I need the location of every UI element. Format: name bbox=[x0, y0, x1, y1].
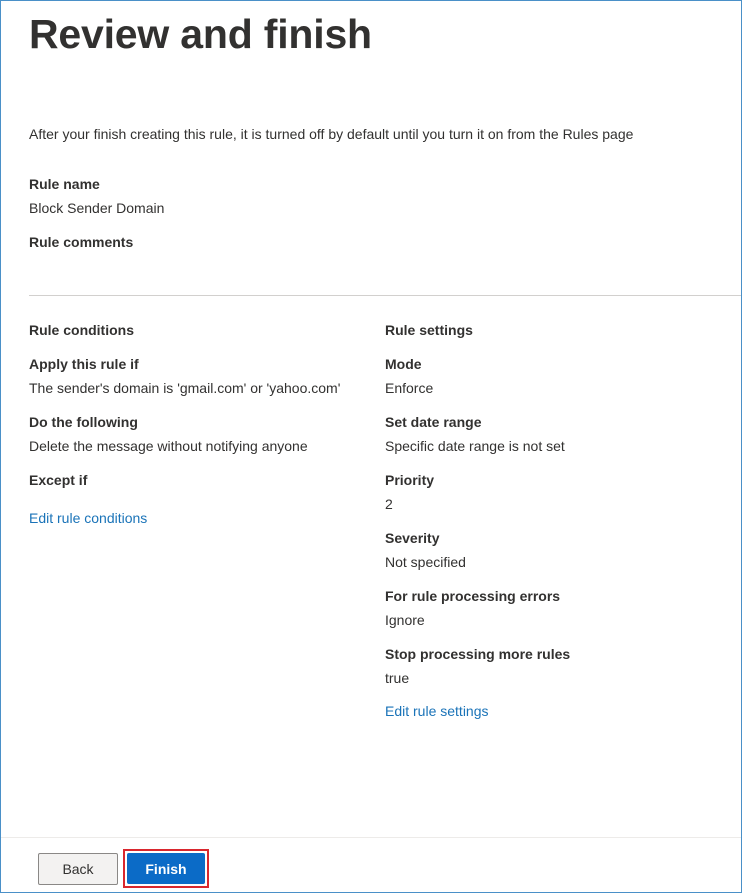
except-if-section bbox=[29, 471, 87, 495]
mode-section bbox=[385, 355, 433, 397]
processing-errors-label: For rule processing errors bbox=[385, 588, 561, 604]
apply-if-section bbox=[29, 355, 340, 397]
severity-label: Severity bbox=[385, 530, 440, 546]
rule-name-value: Block Sender Domain bbox=[29, 200, 165, 216]
do-following-section bbox=[29, 413, 308, 455]
back-button[interactable]: Back bbox=[38, 853, 118, 885]
mode-value: Enforce bbox=[385, 380, 434, 396]
rule-name-label: Rule name bbox=[29, 176, 100, 192]
do-following-label: Do the following bbox=[29, 414, 138, 430]
do-following-value: Delete the message without notifying anyone bbox=[29, 438, 308, 454]
date-range-value: Specific date range is not set bbox=[385, 438, 565, 454]
footer-divider bbox=[1, 837, 741, 838]
page-title: Review and finish bbox=[29, 11, 372, 57]
processing-errors-value: Ignore bbox=[385, 612, 425, 628]
rule-settings-heading-wrap bbox=[385, 321, 473, 339]
processing-errors-section bbox=[385, 587, 560, 629]
apply-if-label: Apply this rule if bbox=[29, 356, 139, 372]
edit-rule-settings-link[interactable]: Edit rule settings bbox=[385, 703, 489, 719]
rule-settings-heading: Rule settings bbox=[385, 322, 473, 338]
apply-if-value: The sender's domain is 'gmail.com' or 'yahoo.com' bbox=[29, 380, 341, 396]
priority-label: Priority bbox=[385, 472, 435, 488]
stop-processing-section bbox=[385, 645, 570, 687]
rule-comments-label: Rule comments bbox=[29, 234, 134, 250]
severity-value: Not specified bbox=[385, 554, 466, 570]
date-range-section bbox=[385, 413, 565, 455]
rule-comments-section bbox=[29, 233, 133, 257]
finish-button[interactable]: Finish bbox=[127, 853, 205, 884]
severity-section bbox=[385, 529, 466, 571]
rule-name-section bbox=[29, 175, 164, 217]
stop-processing-value: true bbox=[385, 670, 410, 686]
priority-section bbox=[385, 471, 434, 513]
priority-value: 2 bbox=[385, 496, 393, 512]
rule-conditions-heading: Rule conditions bbox=[29, 322, 134, 338]
rule-conditions-heading-wrap bbox=[29, 321, 134, 339]
date-range-label: Set date range bbox=[385, 414, 482, 430]
intro-text: After your finish creating this rule, it is turned off by default until you turn it on from the Rules page bbox=[29, 126, 634, 142]
stop-processing-label: Stop processing more rules bbox=[385, 646, 571, 662]
edit-rule-conditions-link[interactable]: Edit rule conditions bbox=[29, 510, 148, 526]
except-if-label: Except if bbox=[29, 472, 88, 488]
section-divider bbox=[29, 295, 741, 296]
mode-label: Mode bbox=[385, 356, 422, 372]
